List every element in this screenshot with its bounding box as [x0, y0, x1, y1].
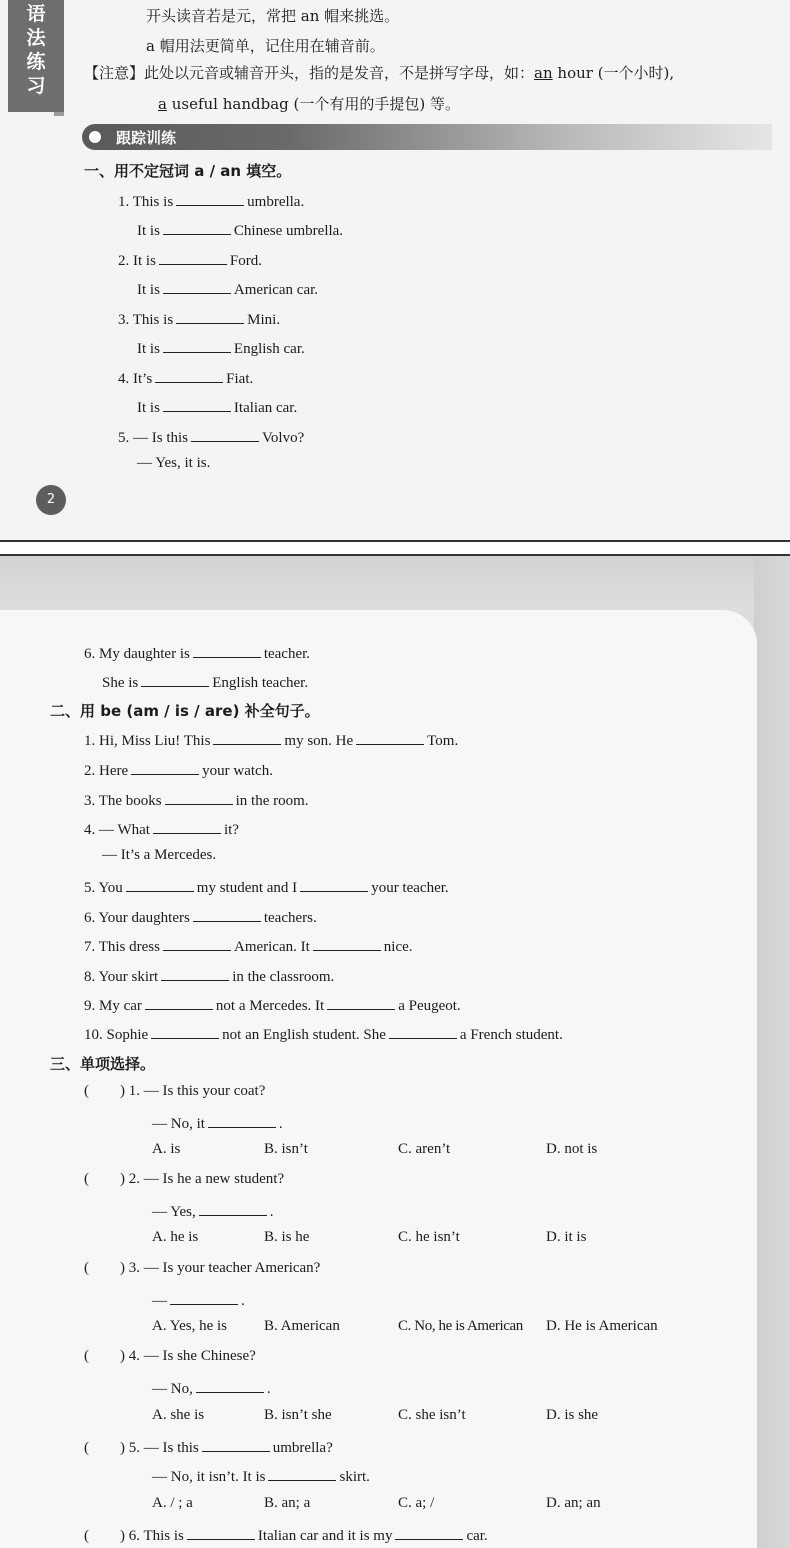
question-text: — Yes,: [152, 1204, 196, 1220]
exercise-line: [84, 906, 317, 927]
question-text: .: [269, 1204, 274, 1220]
part2-heading: 二、用 be (am / is / are) 补全句子。: [50, 702, 320, 720]
choice-question: [84, 1436, 333, 1457]
side-tab-char: 语: [26, 3, 46, 25]
note-example-article: an: [534, 64, 553, 82]
option-b[interactable]: B. isn’t she: [264, 1407, 332, 1423]
option-d[interactable]: D. it is: [546, 1229, 587, 1245]
option-a[interactable]: A. / ; a: [152, 1495, 193, 1511]
exercise-line: [118, 367, 253, 388]
answer-blank[interactable]: [155, 367, 223, 383]
answer-blank[interactable]: [191, 426, 259, 442]
part3-heading: 三、单项选择。: [50, 1055, 156, 1073]
question-text: English car.: [233, 341, 305, 357]
answer-blank[interactable]: [300, 876, 368, 892]
question-text: She is: [102, 675, 139, 691]
question-text: English teacher.: [212, 675, 309, 691]
note-example-rest: useful handbag (一个有用的手提包) 等。: [166, 95, 460, 113]
question-text: car.: [466, 1528, 488, 1544]
choice-question: [84, 1524, 488, 1545]
answer-blank[interactable]: [163, 337, 231, 353]
exercise-line: [118, 249, 262, 270]
exercise-line: [84, 759, 273, 780]
question-text: It is: [137, 341, 160, 357]
question-text: Volvo?: [262, 430, 305, 446]
question-text: — No, it isn’t. It is: [152, 1469, 266, 1485]
answer-blank[interactable]: [131, 759, 199, 775]
option-d[interactable]: D. not is: [546, 1141, 598, 1157]
question-text: teacher.: [263, 646, 311, 662]
question-text: my son. He: [284, 733, 354, 749]
question-text: 8. Your skirt: [84, 969, 159, 985]
answer-paren[interactable]: (: [84, 1348, 89, 1364]
choice-answer-line: [152, 1465, 370, 1486]
answer-blank[interactable]: [268, 1465, 336, 1481]
question-text: 6. My daughter is: [84, 646, 190, 662]
question-text: nice.: [383, 939, 413, 955]
question-text: 3. The books: [84, 793, 162, 809]
question-text: .: [278, 1116, 283, 1132]
question-text: ) 2. — Is he a new student?: [120, 1171, 285, 1187]
question-text: 2. It is: [118, 253, 156, 269]
answer-blank[interactable]: [163, 935, 231, 951]
exercise-line: [137, 278, 318, 299]
choice-question: [84, 1260, 320, 1277]
exercise-line: [84, 965, 334, 986]
answer-paren[interactable]: (: [84, 1260, 89, 1276]
question-text: — No,: [152, 1381, 193, 1397]
answer-blank[interactable]: [151, 1023, 219, 1039]
question-text: 9. My car: [84, 998, 142, 1014]
answer-blank[interactable]: [327, 994, 395, 1010]
question-text: ) 4. — Is she Chinese?: [120, 1348, 256, 1364]
question-text: 10. Sophie: [84, 1027, 149, 1043]
answer-blank[interactable]: [213, 729, 281, 745]
exercise-line: [118, 308, 280, 329]
choice-answer-line: [152, 1200, 274, 1221]
question-text: Italian car and it is my: [257, 1528, 393, 1544]
question-text: It is: [137, 282, 160, 298]
choice-answer-line: [152, 1112, 283, 1133]
question-text: It is: [137, 223, 160, 239]
note-line: [84, 62, 674, 83]
answer-blank[interactable]: [165, 789, 233, 805]
question-text: 5. — Is this: [118, 430, 189, 446]
question-text: 1. Hi, Miss Liu! This: [84, 733, 211, 749]
answer-paren[interactable]: (: [84, 1528, 89, 1544]
question-text: umbrella?: [272, 1440, 333, 1456]
option-c[interactable]: C. a; /: [398, 1495, 435, 1511]
question-text: it?: [223, 822, 239, 838]
option-c[interactable]: C. she isn’t: [398, 1407, 466, 1423]
answer-blank[interactable]: [193, 642, 261, 658]
question-text: Italian car.: [233, 400, 298, 416]
answer-paren[interactable]: (: [84, 1171, 89, 1187]
exercise-line: [102, 671, 308, 692]
note-label: 【注意】: [84, 64, 145, 82]
answer-blank[interactable]: [141, 671, 209, 687]
answer-blank[interactable]: [163, 278, 231, 294]
note-text: 此处以元音或辅音开头，指的是发音，不是拼写字母，如：: [144, 64, 535, 82]
question-text: ) 5. — Is this: [120, 1440, 199, 1456]
option-a[interactable]: A. she is: [152, 1407, 205, 1423]
side-tab: [8, 0, 64, 112]
page-shadow: [0, 556, 790, 610]
page-sheet: [0, 610, 757, 1548]
rule-line: a 帽用法更简单，记住用在辅音前。: [146, 37, 385, 55]
question-text: American. It: [233, 939, 310, 955]
question-text: 4. — What: [84, 822, 150, 838]
question-text: 7. This dress: [84, 939, 160, 955]
question-text: your watch.: [202, 763, 273, 779]
question-text: ) 3. — Is your teacher American?: [120, 1260, 321, 1276]
question-text: .: [266, 1381, 271, 1397]
side-tab-char: 练: [26, 51, 46, 73]
question-text: in the classroom.: [232, 969, 335, 985]
answer-blank[interactable]: [208, 1112, 276, 1128]
page-number: 2: [36, 485, 66, 515]
question-text: in the room.: [235, 793, 309, 809]
note-example-article: a: [158, 95, 167, 113]
note-example-rest: hour (一个小时),: [552, 64, 675, 82]
answer-paren[interactable]: (: [84, 1440, 89, 1456]
option-a[interactable]: A. he is: [152, 1229, 199, 1245]
answer-blank[interactable]: [163, 396, 231, 412]
exercise-line: [118, 190, 304, 211]
answer-blank[interactable]: [389, 1023, 457, 1039]
answer-blank[interactable]: [159, 249, 227, 265]
rule-line: 开头读音若是元，常把 an 帽来挑选。: [146, 7, 400, 25]
exercise-line: [137, 396, 297, 417]
question-text: ) 1. — Is this your coat?: [120, 1083, 266, 1099]
book-page-top: [0, 0, 790, 542]
note-line: [158, 93, 460, 114]
question-text: It is: [137, 400, 160, 416]
page-shadow: [754, 556, 790, 1548]
question-text: Tom.: [427, 733, 459, 749]
answer-blank[interactable]: [313, 935, 381, 951]
question-text: 2. Here: [84, 763, 129, 779]
part1-heading: 一、用不定冠词 a / an 填空。: [84, 162, 292, 180]
exercise-line: [84, 729, 458, 750]
exercise-line: [84, 818, 239, 839]
question-text: 6. Your daughters: [84, 910, 190, 926]
question-text: — Yes, it is.: [137, 455, 211, 471]
question-text: .: [241, 1293, 245, 1309]
option-d[interactable]: D. is she: [546, 1407, 599, 1423]
question-text: American car.: [233, 282, 319, 298]
option-c[interactable]: C. No, he is American: [398, 1318, 523, 1334]
book-page-bottom: [0, 554, 790, 1548]
question-text: a French student.: [459, 1027, 563, 1043]
answer-blank[interactable]: [163, 219, 231, 235]
question-text: Chinese umbrella.: [233, 223, 344, 239]
question-text: —: [152, 1293, 167, 1309]
answer-blank[interactable]: [187, 1524, 255, 1540]
question-text: teachers.: [263, 910, 317, 926]
section-bar: [82, 124, 772, 150]
option-a[interactable]: A. is: [152, 1141, 181, 1157]
choice-question: [84, 1171, 284, 1188]
question-text: ) 6. This is: [120, 1528, 184, 1544]
answer-blank[interactable]: [356, 729, 424, 745]
choice-question: [84, 1083, 265, 1100]
question-text: Ford.: [229, 253, 263, 269]
question-text: umbrella.: [247, 194, 305, 210]
choice-question: [84, 1348, 256, 1365]
exercise-line: [137, 219, 343, 240]
option-d[interactable]: D. an; an: [546, 1495, 601, 1511]
question-text: Mini.: [247, 312, 281, 328]
exercise-line: [137, 337, 305, 358]
question-text: — It’s a Mercedes.: [102, 847, 217, 863]
exercise-line: [84, 789, 309, 810]
side-tab-char: 法: [26, 27, 46, 49]
section-title: 跟踪训练: [116, 129, 177, 147]
option-c[interactable]: C. aren’t: [398, 1141, 451, 1157]
answer-blank[interactable]: [196, 1377, 264, 1393]
answer-blank[interactable]: [395, 1524, 463, 1540]
answer-blank[interactable]: [170, 1289, 238, 1305]
option-b[interactable]: B. American: [264, 1318, 340, 1334]
question-text: — No, it: [152, 1116, 205, 1132]
question-text: not a Mercedes. It: [215, 998, 325, 1014]
question-text: your teacher.: [371, 880, 449, 896]
question-text: skirt.: [339, 1469, 370, 1485]
exercise-line: [118, 426, 304, 447]
answer-paren[interactable]: (: [84, 1083, 89, 1099]
question-text: 3. This is: [118, 312, 174, 328]
page-gap: [0, 542, 790, 554]
question-text: a Peugeot.: [398, 998, 461, 1014]
question-text: my student and I: [196, 880, 298, 896]
exercise-line: [84, 935, 413, 956]
exercise-line: [137, 455, 210, 472]
choice-answer-line: [152, 1289, 245, 1310]
question-text: 1. This is: [118, 194, 174, 210]
answer-blank[interactable]: [202, 1436, 270, 1452]
exercise-line: [84, 876, 449, 897]
option-c[interactable]: C. he isn’t: [398, 1229, 460, 1245]
option-b[interactable]: B. isn’t: [264, 1141, 308, 1157]
question-text: Fiat.: [226, 371, 254, 387]
option-d[interactable]: D. He is American: [546, 1318, 658, 1334]
option-b[interactable]: B. an; a: [264, 1495, 311, 1511]
question-text: 5. You: [84, 880, 123, 896]
option-a[interactable]: A. Yes, he is: [152, 1318, 228, 1334]
question-text: 4. It’s: [118, 371, 153, 387]
answer-blank[interactable]: [145, 994, 213, 1010]
option-b[interactable]: B. is he: [264, 1229, 310, 1245]
answer-blank[interactable]: [176, 308, 244, 324]
answer-blank[interactable]: [176, 190, 244, 206]
answer-blank[interactable]: [153, 818, 221, 834]
exercise-line: [84, 1023, 563, 1044]
answer-blank[interactable]: [161, 965, 229, 981]
question-text: not an English student. She: [222, 1027, 386, 1043]
answer-blank[interactable]: [199, 1200, 267, 1216]
bullet-icon: [86, 128, 104, 146]
side-tab-char: 习: [26, 75, 46, 97]
answer-blank[interactable]: [193, 906, 261, 922]
choice-answer-line: [152, 1377, 271, 1398]
exercise-line: [84, 642, 310, 663]
exercise-line: [102, 847, 216, 864]
exercise-line: [84, 994, 461, 1015]
answer-blank[interactable]: [126, 876, 194, 892]
